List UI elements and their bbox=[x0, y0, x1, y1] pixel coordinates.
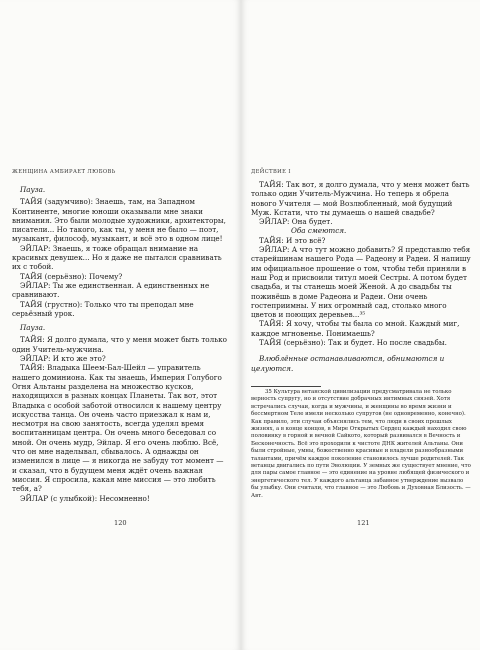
footnote bbox=[251, 389, 471, 500]
dialogue-line: ЭЙЛАР: И кто же это? bbox=[20, 354, 106, 364]
dialogue-line: ТАЙЯ (серьёзно): Почему? bbox=[20, 271, 123, 281]
stage-direction: Пауза. bbox=[20, 185, 46, 194]
footnote-divider bbox=[251, 386, 321, 387]
dialogue-line: ТАЙЯ (грустно): Только что ты преподал мне серьёзный урок. bbox=[12, 299, 194, 318]
dialogue-line: ТАЙЯ (задумчиво): Знаешь, там, на Западном Континенте, многие юноши оказывали мне знаки внимания. Это были молодые художники, архитекторы, писатели... Но такого, как ты, у меня не было — поэт, музыкант, философ, музыкант, и всё это в одном лице! bbox=[12, 197, 226, 244]
dialogue-line: ТАЙЯ: Я хочу, чтобы ты была со мной. Каждый миг, каждое мгновенье. Понимаешь? bbox=[251, 319, 460, 338]
dialogue-line: ЭЙЛАР: А что тут можно добавить? Я представлю тебя старейшинам нашего Рода — Радеону и Радеи. Я напишу им официальное прошение о том, чтобы тебя приняли в наш Род и присвоили титул моей Сестры. А потом будет свадьба, и ты станешь моей Женой. А до свадьбы ты поживёшь в доме Радеона и Радеи. Они очень гостеприимны. У них огромный сад, столько много цветов и поющих деревьев...³⁵ bbox=[251, 245, 471, 320]
dialogue-line: ЭЙЛАР: Знаешь, я тоже обращал внимание на красивых девушек... Но я даже не пытался сравнивать их с тобой. bbox=[12, 243, 222, 272]
stage-direction: Пауза. bbox=[20, 323, 46, 333]
footnote-text: 35 Культура ветанской цивилизации предусматривала не только верность супругу, но и отсутствие добрачных интимных связей. Хотя встречались случаи, когда и мужчины, и женщины во время жизни и бессмертном Теле имели несколько супругов (не одновременно, конечно). Как правило, эти случаи объяснялись тем, что люди в своих прошлых жизнях, а в конце концов, в Мире Открытых Сердец каждый находил свою половинку в горной и вечной Сайкото, который развивался в Вечность и Бесконечность. Всё это проходили к чистоте ДНК жителей Альтаны. Они были стройные, умны, божественно красивые и владели разнообразными талантами, причём каждое поколение становилось лучше родителей. Так ветанцы двигались по пути Эволюции. У земных же существует мнение, что для пары самое главное — это единение на уровне любящей физического и энергетического тел. У каждого альтанца забавное утверждение вызвало бы улыбку. Они считали, что главное — это Любовь и Духовная Близость. — Авт. bbox=[251, 389, 471, 499]
dialogue-line: ТАЙЯ (серьёзно): Так и будет. Но после свадьбы. bbox=[259, 338, 447, 348]
dialogue-line: ЭЙЛАР: Ты же единственная. А единственных не сравнивают. bbox=[12, 280, 210, 300]
dialogue-line: ТАЙЯ: Владыка Шеем-Бал-Шейл — управитель нашего доминиона. Как ты знаешь, Империя Голубого Огня Альтаны разделена на множество кусков, находящихся в разных концах Планеты. Так вот, этот Владыка с особой заботой относился к нашему центру искусства танца. Он очень часто приезжал к нам и, несмотря на свою занятость, всегда уделял время воспитанницам центра. Он очень много беседовал со мной. Он очень мудр, Эйлар. Я его очень люблю. Всё, что он мне наделывал, сбывалось. А однажды он изменился в лице — я никогда не забуду тот момент — и сказал, что в будущем меня ждёт очень важная миссия. Я спросила, какая мне миссия — это любить тебя, а? bbox=[12, 363, 224, 494]
running-header: ЖЕНЩИНА АМБИРАЕТ ЛЮБОВЬ bbox=[12, 169, 116, 175]
dialogue-line: ЭЙЛАР: Она будет. bbox=[259, 217, 333, 227]
page-number: 121 bbox=[357, 519, 370, 527]
stage-direction: Оба смеются. bbox=[291, 226, 347, 236]
dialogue-line: ТАЙЯ: Так вот, я долго думала, что у меня может быть только один Учитель-Мужчина. Но теперь я обрела нового Учителя — мой Возлюбленный, мой будущий Муж. Кстати, что ты думаешь о нашей свадьбе? bbox=[251, 180, 470, 217]
right-page bbox=[241, 0, 480, 650]
running-header: ДЕЙСТВИЕ I bbox=[251, 169, 291, 175]
stage-direction: Влюблённые останавливаются, обнимаются и целуются. bbox=[251, 354, 445, 373]
page-body bbox=[251, 180, 471, 373]
dialogue-line: ТАЙЯ: И это всё? bbox=[259, 235, 326, 245]
page-body bbox=[12, 180, 227, 503]
dialogue-line: ЭЙЛАР (с улыбкой): Несомненно! bbox=[20, 493, 150, 503]
page-number: 120 bbox=[114, 519, 127, 527]
dialogue-line: ТАЙЯ: Я долго думала, что у меня может быть только один Учитель-мужчина. bbox=[12, 335, 227, 354]
